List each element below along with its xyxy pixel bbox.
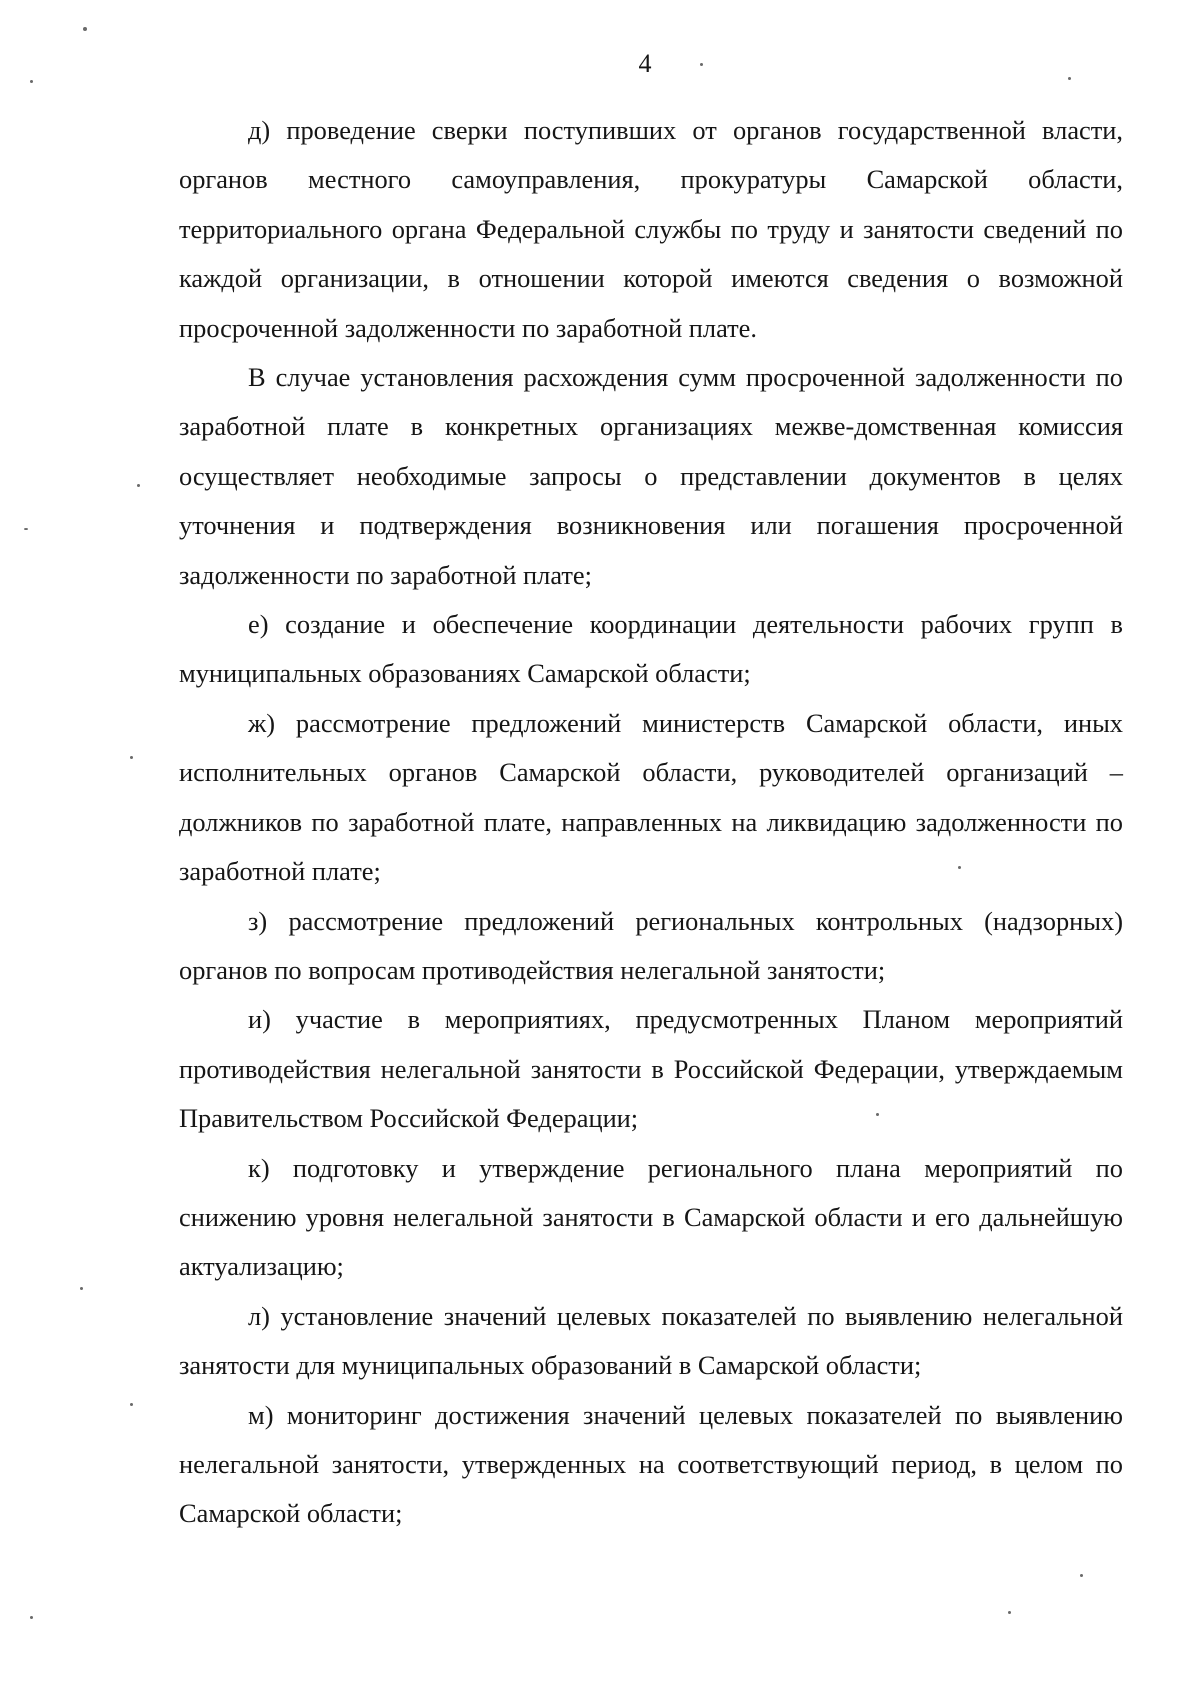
scan-speck [700,63,703,66]
scan-speck [80,1287,83,1290]
paragraph-m: м) мониторинг достижения значений целевых показателей по выявлению нелегальной занятости, утвержденных на соответствующий период, в целом по Самарской области; [179,1399,1123,1529]
paragraph-i: и) участие в мероприятиях, предусмотренных Планом мероприятий противодействия нелегальной занятости в Российской Федерации, утверждаемым Правительством Российской Федерации; [179,1004,1123,1134]
scan-speck [24,528,28,530]
page-number: 4 [638,49,652,78]
paragraph-e: е) создание и обеспечение координации деятельности рабочих групп в муниципальных образованиях Самарской области; [179,609,1123,689]
paragraph-z: з) рассмотрение предложений региональных контрольных (надзорных) органов по вопросам противодействия нелегальной занятости; [179,905,1123,985]
paragraph-k: к) подготовку и утверждение регионального плана мероприятий по снижению уровня нелегальной занятости в Самарской области и его дальнейшую актуализацию; [179,1152,1123,1282]
paragraph-d: д) проведение сверки поступивших от органов государственной власти, органов местного самоуправления, прокуратуры Самарской области, территориального органа Федеральной службы по труду и занятости сведений по каждой организации, в отношении которой имеются сведения о возможной просроченной задолженности по заработной плате. [179,115,1123,343]
scan-speck [130,1403,133,1406]
scan-speck [137,484,140,487]
scan-speck [1068,77,1071,80]
scan-speck [30,1616,33,1619]
scan-speck [958,866,961,869]
scan-speck [130,756,133,759]
scan-speck [876,1113,879,1116]
scan-speck [1080,1574,1083,1577]
paragraph-l: л) установление значений целевых показателей по выявлению нелегальной занятости для муниципальных образований в Самарской области; [179,1300,1123,1381]
paragraph-discrepancy: В случае установления расхождения сумм просроченной задолженности по заработной плате в конкретных организациях межве-домственная комиссия осуществляет необходимые запросы о представлении документов в целях уточнения и подтверждения возникновения или погашения просроченной задолженности по заработной плате; [179,362,1123,590]
scan-speck [83,27,87,31]
scan-speck [1008,1611,1011,1614]
document-body [179,106,1123,1539]
paragraph-zh: ж) рассмотрение предложений министерств Самарской области, иных исполнительных органов Самарской области, руководителей организаций – должников по заработной плате, направленных на ликвидацию задолженности по заработной плате; [179,707,1123,887]
scan-speck [30,80,33,83]
